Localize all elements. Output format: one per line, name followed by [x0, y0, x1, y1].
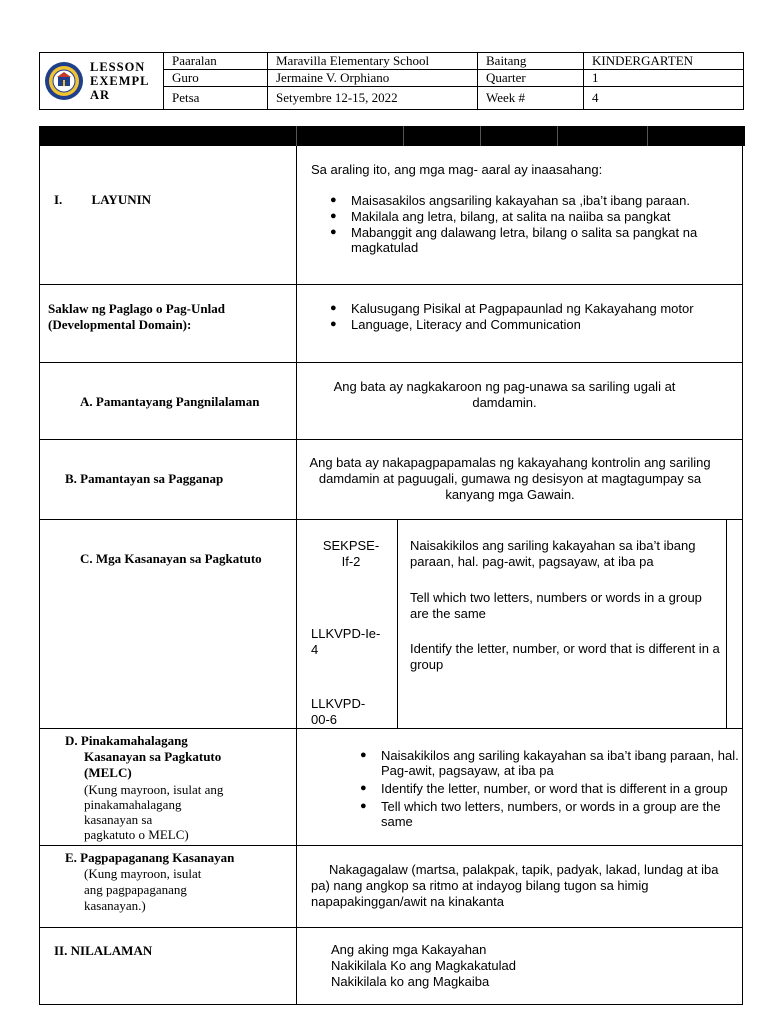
- kasanayan-description: Identify the letter, number, or word that is different in a group: [410, 641, 720, 672]
- header-table: [39, 52, 744, 110]
- melc-list: [357, 748, 742, 830]
- row-pagpapaganang-kasanayan: [39, 846, 743, 928]
- row-layunin: [39, 146, 743, 285]
- row-nilalaman: [39, 928, 743, 1005]
- layunin-list: [327, 193, 707, 256]
- grade-value: KINDERGARTEN: [584, 53, 744, 70]
- nilalaman-line: Ang aking mga Kakayahan: [331, 942, 487, 957]
- table-header-bar: [39, 126, 745, 146]
- nilalaman-line: Nakikilala Ko ang Magkakatulad: [331, 958, 516, 973]
- kasanayan-description: Tell which two letters, numbers or words in a group are the same: [410, 590, 702, 621]
- melc-label-line2: Kasanayan sa Pagkatuto: [84, 749, 222, 764]
- melc-item: ● Identify the letter, number, or word that is different in a group: [357, 781, 742, 796]
- pamantayan-pagganap-label: B. Pamantayan sa Pagganap: [65, 471, 224, 486]
- melc-label-line1: D. Pinakamahalagang: [65, 733, 188, 748]
- pamantayan-pagganap-text: Ang bata ay nakapagpapamalas ng kakayahang kontrolin ang sariling damdamin at paguugali, gumawa ng desisyon at magtagumpay sa kanyang mga Gawain.: [309, 455, 711, 502]
- pamantayang-pangnilalaman-text: Ang bata ay nagkakaroon ng pag-unawa sa sariling ugali at damdamin.: [333, 379, 676, 410]
- melc-item: ● Tell which two letters, numbers, or words in a group are the same: [357, 799, 742, 829]
- school-value: Maravilla Elementary School: [268, 53, 478, 70]
- kasanayan-description: Naisakikilos ang sariling kakayahan sa iba’t ibang paraan, hal. pag-awit, pagsayaw, at iba pa: [410, 538, 696, 569]
- lesson-exemplar-title: LESSON EXEMPL AR: [90, 60, 150, 102]
- row-melc: [39, 729, 743, 846]
- melc-item: ● Naisakikilos ang sariling kakayahan sa iba’t ibang paraan, hal. Pag-awit, pagsayaw, at iba pa: [357, 748, 742, 778]
- row-pamantayang-pangnilalaman: [39, 363, 743, 440]
- date-label: Petsa: [164, 87, 268, 110]
- week-value: 4: [584, 87, 744, 110]
- domain-item: ● Language, Literacy and Communication: [327, 317, 727, 332]
- pagpapaganang-note: (Kung mayroon, isulat ang pagpapaganang kasanayan.): [84, 866, 202, 913]
- school-label: Paaralan: [164, 53, 268, 70]
- kasanayan-label: C. Mga Kasanayan sa Pagkatuto: [80, 551, 262, 566]
- layunin-item: ● Mabanggit ang dalawang letra, bilang o salita sa pangkat na magkatulad: [327, 225, 707, 255]
- pagpapaganang-text: Nakagagalaw (martsa, palakpak, tapik, padyak, lakad, lundag at iba pa) nang angkop sa ritmo at indayog bilang tugon sa himig napapakinggan/awit na kinakanta: [311, 862, 719, 909]
- layunin-intro: Sa araling ito, ang mga mag- aaral ay inaasahang:: [311, 162, 603, 177]
- quarter-label: Quarter: [478, 70, 584, 87]
- domain-list: [327, 301, 727, 333]
- melc-label-line3: (MELC): [84, 765, 132, 780]
- week-label: Week #: [478, 87, 584, 110]
- melc-note: (Kung mayroon, isulat ang pinakamahalagang kasanayan sa pagkatuto o MELC): [84, 782, 224, 842]
- teacher-value: Jermaine V. Orphiano: [268, 70, 478, 87]
- teacher-label: Guro: [164, 70, 268, 87]
- row-mga-kasanayan: [39, 520, 743, 729]
- deped-seal-icon: [44, 61, 84, 101]
- layunin-label: I. LAYUNIN: [54, 192, 152, 207]
- nilalaman-label: II. NILALAMAN: [54, 943, 153, 958]
- domain-label: Saklaw ng Paglago o Pag-Unlad (Developmental Domain):: [48, 301, 225, 332]
- quarter-value: 1: [584, 70, 744, 87]
- date-value: Setyembre 12-15, 2022: [268, 87, 478, 110]
- row-pamantayan-pagganap: [39, 440, 743, 520]
- layunin-item: ● Maisasakilos angsariling kakayahan sa ,iba’t ibang paraan.: [327, 193, 707, 208]
- header-logo-cell: [40, 53, 164, 110]
- row-developmental-domain: [39, 285, 743, 363]
- kasanayan-code: LLKVPD- 00-6: [311, 696, 366, 727]
- nilalaman-line: Nakikilala ko ang Magkaiba: [331, 974, 490, 989]
- kasanayan-code: LLKVPD-Ie- 4: [311, 626, 381, 657]
- pagpapaganang-label: E. Pagpapaganang Kasanayan: [65, 850, 235, 865]
- pamantayang-pangnilalaman-label: A. Pamantayang Pangnilalaman: [80, 394, 260, 409]
- kasanayan-code: SEKPSE- If-2: [322, 538, 380, 569]
- grade-label: Baitang: [478, 53, 584, 70]
- layunin-item: ● Makilala ang letra, bilang, at salita na naiiba sa pangkat: [327, 209, 707, 224]
- domain-item: ● Kalusugang Pisikal at Pagpapaunlad ng Kakayahang motor: [327, 301, 727, 316]
